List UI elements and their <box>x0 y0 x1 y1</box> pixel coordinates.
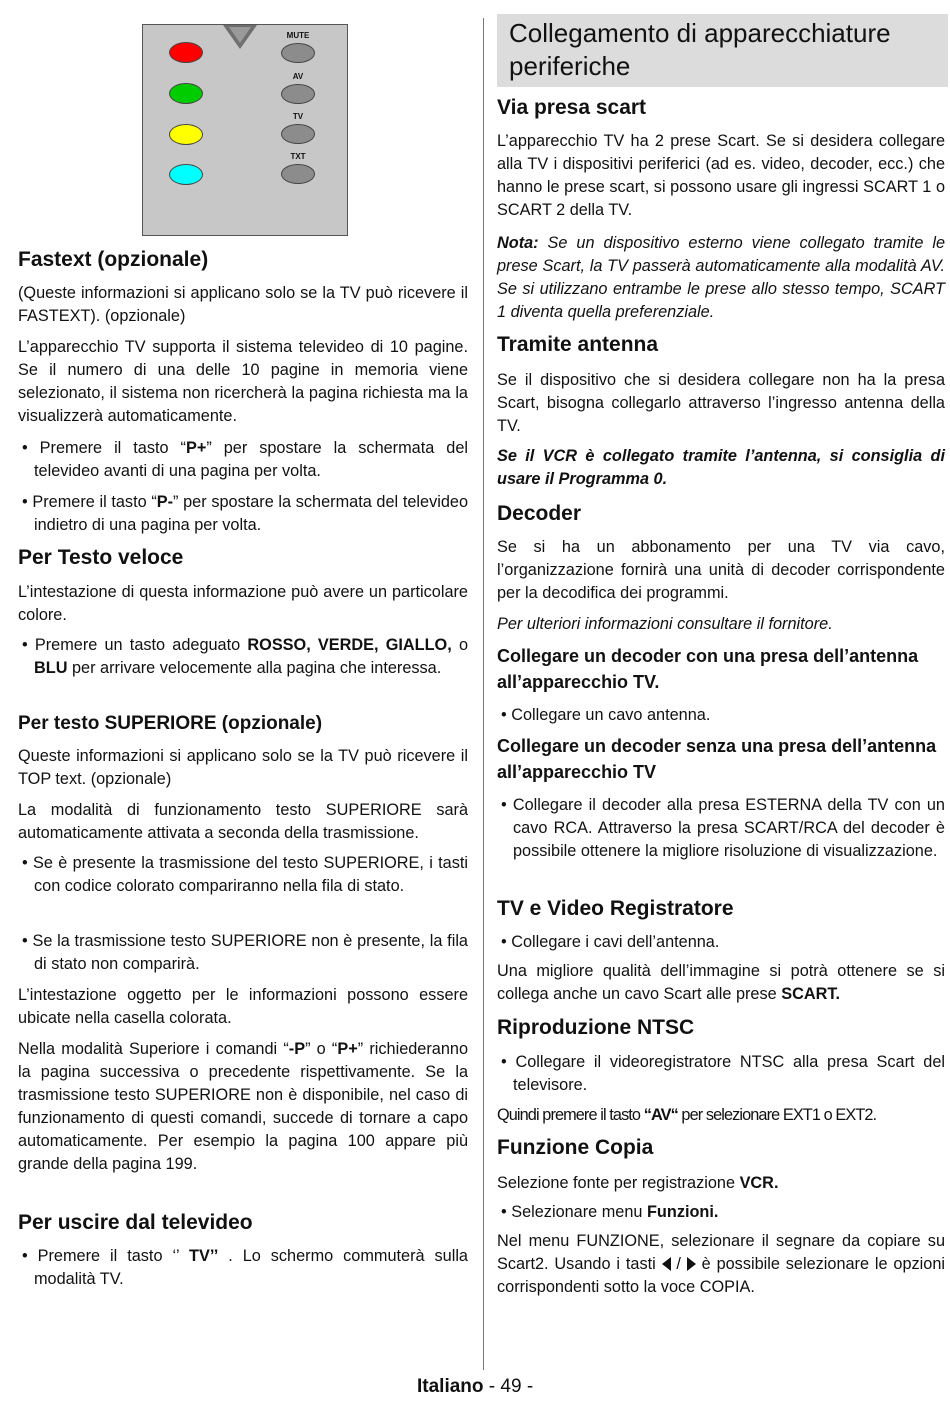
senza-antenna-heading: Collegare un decoder senza una presa dell’antenna all’apparecchio TV <box>497 736 937 782</box>
cyan-button-icon <box>169 164 203 185</box>
scart-nota: Nota: Se un dispositivo esterno viene collegato tramite le prese Scart, la TV passerà automaticamente alla modalità AV. Se si utilizzano entrambe le prese allo stesso tempo, SCART 1 diventa quella preferenziale. <box>497 234 945 321</box>
antenna-paragraph-1: Se il dispositivo che si desidera collegare non ha la presa Scart, bisogna collegarlo attraverso l’ingresso antenna della TV. <box>497 371 945 435</box>
right-arrow-icon <box>687 1257 696 1271</box>
av-button-icon <box>281 84 315 104</box>
yellow-button-icon <box>169 124 203 145</box>
page-footer <box>417 1375 533 1399</box>
copia-heading: Funzione Copia <box>497 1136 654 1159</box>
tv-label: TV <box>292 112 304 121</box>
green-button-icon <box>169 83 203 104</box>
ntsc-paragraph-1: Quindi premere il tasto “AV“ per selezionare EXT1 o EXT2. <box>497 1106 877 1124</box>
fastext-heading: Fastext (opzionale) <box>18 248 209 271</box>
superiore-bullet-2: • Se la trasmissione testo SUPERIORE non è presente, la fila di stato non comparirà. <box>22 932 468 973</box>
column-divider <box>483 18 484 1370</box>
veloce-bullet-1: • Premere un tasto adeguato ROSSO, VERDE, GIALLO, o BLU per arrivare velocemente alla pagina che interessa. <box>22 636 468 677</box>
uscire-heading: Per uscire dal televideo <box>18 1211 253 1234</box>
av-label: AV <box>292 72 304 81</box>
mute-label: MUTE <box>286 31 310 40</box>
txt-button-icon <box>281 164 315 184</box>
veloce-paragraph-1: L’intestazione di questa informazione può avere un particolare colore. <box>18 583 468 624</box>
scart-paragraph-1: L’apparecchio TV ha 2 prese Scart. Se si desidera collegare alla TV i dispositivi periferici (ad es. video, decoder, ecc.) che hanno le prese scart, si possono usare gli ingressi SCART 1 o SCART 2 della TV. <box>497 132 945 219</box>
decoder-paragraph-2: Per ulteriori informazioni consultare il fornitore. <box>497 615 833 633</box>
decoder-heading: Decoder <box>497 502 582 525</box>
senza-antenna-bullet-1: • Collegare il decoder alla presa ESTERNA della TV con un cavo RCA. Attraverso la presa SCART/RCA del decoder è possibile ottenere la migliore risoluzione di visualizzazione. <box>501 796 945 860</box>
vcr-heading: TV e Video Registratore <box>497 897 734 920</box>
superiore-paragraph-4: Nella modalità Superiore i comandi “-P” o “P+” richiederanno la pagina successiva o precedente rispettivamente. Se la trasmissione testo SUPERIORE non è disponibile, nel caso di funzionamento di questi comandi, succede di tornare a capo automaticamente. Per esempio la pagina 100 appare più grande della pagina 199. <box>18 1040 469 1173</box>
vcr-paragraph-1: Una migliore qualità dell’immagine si potrà ottenere se si collega anche un cavo Scart alle prese SCART. <box>497 962 945 1003</box>
fastext-bullet-1: • Premere il tasto “P+” per spostare la schermata del televideo avanti di una pagina per volta. <box>22 439 468 480</box>
scart-heading: Via presa scart <box>497 96 647 119</box>
superiore-bullet-1: • Se è presente la trasmissione del testo SUPERIORE, i tasti con codice colorato compariranno nella fila di stato. <box>22 854 468 895</box>
ntsc-heading: Riproduzione NTSC <box>497 1016 695 1039</box>
veloce-heading: Per Testo veloce <box>18 546 184 569</box>
fastext-paragraph-2: L’apparecchio TV supporta il sistema televideo di 10 pagine. Se il numero di una delle 10 pagine in memoria viene selezionato, il sistema non ricercherà la pagina richiesta ma la visualizzerà automaticamente. <box>18 338 468 425</box>
page-number: - 49 - <box>483 1376 534 1397</box>
superiore-heading: Per testo SUPERIORE (opzionale) <box>18 713 323 734</box>
copia-paragraph-2: Nel menu FUNZIONE, selezionare il segnare da copiare su Scart2. Usando i tasti / è possibile selezionare le opzioni corrispondenti sotto la voce COPIA. <box>497 1232 945 1296</box>
antenna-heading: Tramite antenna <box>497 333 659 356</box>
footer-language: Italiano <box>417 1376 484 1397</box>
uscire-bullet-1: • Premere il tasto ‘’ TV’’ . Lo schermo commuterà sulla modalità TV. <box>22 1247 468 1288</box>
superiore-paragraph-1: Queste informazioni si applicano solo se la TV può ricevere il TOP text. (opzionale) <box>18 747 468 788</box>
copia-bullet-1: • Selezionare menu Funzioni. <box>501 1203 719 1221</box>
mute-button-icon <box>281 43 315 63</box>
remote-control-illustration <box>142 24 348 236</box>
main-title: Collegamento di apparecchiature periferiche <box>497 14 948 87</box>
superiore-paragraph-3: L’intestazione oggetto per le informazioni possono essere ubicate nella casella colorata. <box>18 986 468 1027</box>
vcr-bullet-1: • Collegare i cavi dell’antenna. <box>501 933 720 951</box>
fastext-bullet-2: • Premere il tasto “P-” per spostare la schermata del televideo indietro di una pagina per volta. <box>22 493 468 534</box>
red-button-icon <box>169 42 203 63</box>
ntsc-bullet-1: • Collegare il videoregistratore NTSC alla presa Scart del televisore. <box>501 1053 945 1094</box>
txt-label: TXT <box>290 152 306 161</box>
con-antenna-bullet-1: • Collegare un cavo antenna. <box>501 706 711 724</box>
tv-button-icon <box>281 124 315 144</box>
fastext-paragraph-1: (Queste informazioni si applicano solo se la TV può ricevere il FASTEXT). (opzionale) <box>18 284 468 325</box>
antenna-paragraph-2: Se il VCR è collegato tramite l’antenna, si consiglia di usare il Programma 0. <box>497 447 945 488</box>
superiore-paragraph-2: La modalità di funzionamento testo SUPERIORE sarà automaticamente attivata a seconda della trasmissione. <box>18 801 468 842</box>
decoder-paragraph-1: Se si ha un abbonamento per una TV via cavo, l’organizzazione fornirà una unità di decoder corrispondente per la decodifica dei programmi. <box>497 538 945 602</box>
con-antenna-heading: Collegare un decoder con una presa dell’antenna all’apparecchio TV. <box>497 646 919 692</box>
left-arrow-icon <box>662 1257 671 1271</box>
copia-paragraph-1: Selezione fonte per registrazione VCR. <box>497 1174 779 1192</box>
